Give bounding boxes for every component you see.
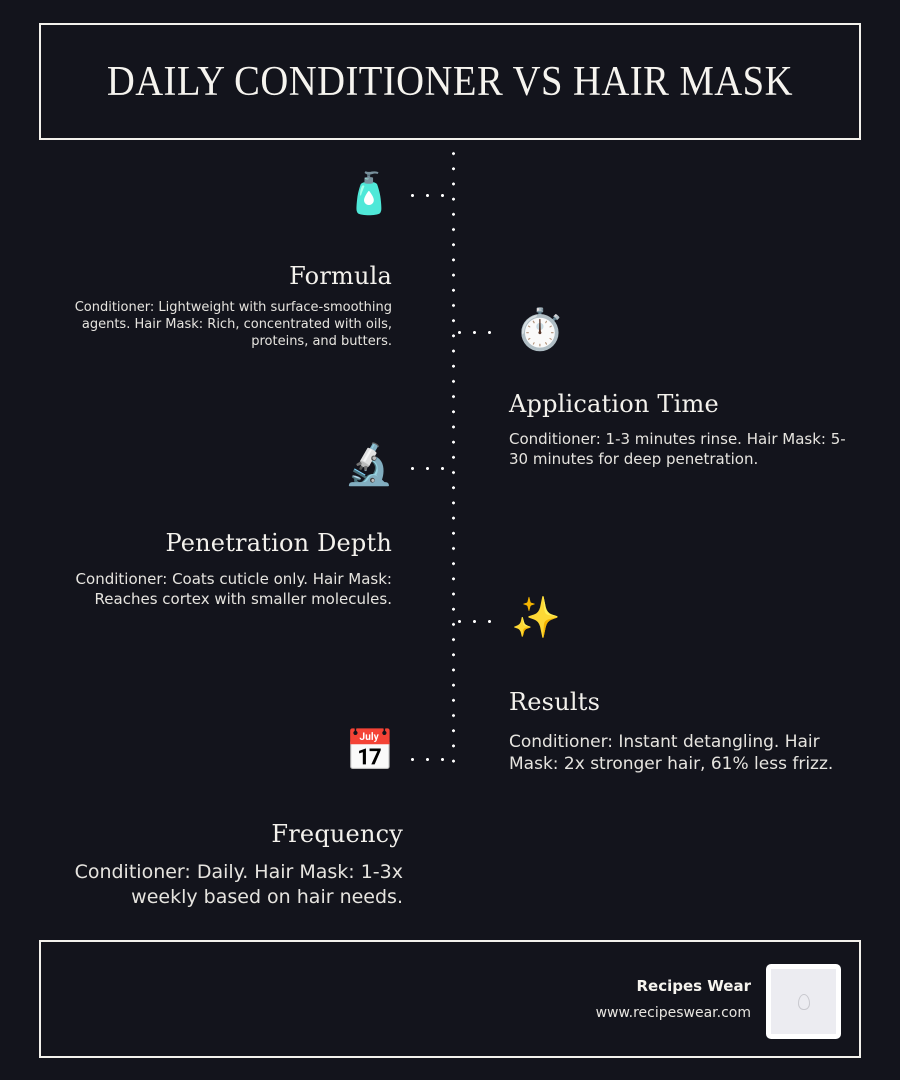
- timeline-connector-formula: [405, 194, 455, 197]
- timeline-connector-penetration-depth: [405, 467, 455, 470]
- brand-name: Recipes Wear: [636, 977, 751, 995]
- frequency-heading: Frequency: [271, 820, 403, 848]
- timeline-vertical-dotted-line: [452, 146, 455, 764]
- penetration-depth-heading: Penetration Depth: [165, 529, 392, 557]
- results-heading: Results: [509, 688, 601, 716]
- application-time-heading: Application Time: [509, 390, 719, 418]
- sparkles-icon: ✨: [511, 595, 561, 641]
- page-title: DAILY CONDITIONER VS HAIR MASK: [106, 58, 794, 105]
- calendar-icon: 📅: [345, 728, 395, 774]
- logo-background: [771, 969, 836, 1034]
- timeline-connector-results: [452, 620, 502, 623]
- lotion-bottle-icon: 🧴: [344, 171, 394, 217]
- brand-logo: [766, 964, 841, 1039]
- logo-egg-icon: [798, 994, 810, 1010]
- timeline-connector-frequency: [405, 758, 455, 761]
- microscope-icon: 🔬: [344, 442, 394, 488]
- application-time-description: Conditioner: 1-3 minutes rinse. Hair Mask: 5-30 minutes for deep penetration.: [509, 430, 846, 468]
- formula-description: Conditioner: Lightweight with surface-smoothing agents. Hair Mask: Rich, concentrated with oils, proteins, and butters.: [74, 300, 392, 349]
- formula-heading: Formula: [289, 262, 392, 290]
- stopwatch-icon: ⏱️: [515, 307, 565, 353]
- results-description: Conditioner: Instant detangling. Hair Mask: 2x stronger hair, 61% less frizz.: [509, 732, 834, 775]
- penetration-depth-description: Conditioner: Coats cuticle only. Hair Mask: Reaches cortex with smaller molecules.: [75, 570, 392, 608]
- frequency-description: Conditioner: Daily. Hair Mask: 1-3x weekly based on hair needs.: [74, 861, 403, 908]
- timeline-connector-application-time: [452, 331, 502, 334]
- title-banner: [39, 23, 861, 140]
- footer-banner: [39, 940, 861, 1058]
- brand-url-link[interactable]: www.recipeswear.com: [595, 1005, 751, 1021]
